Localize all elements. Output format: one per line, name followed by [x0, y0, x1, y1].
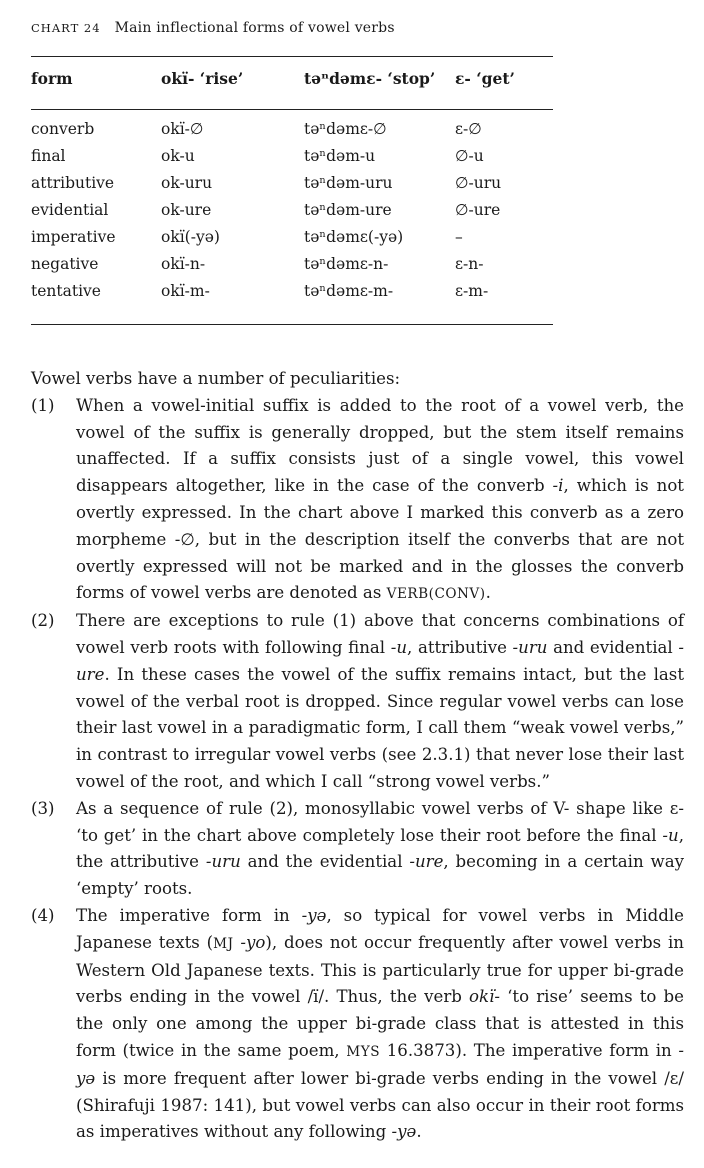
list-item-number: (4) — [31, 905, 55, 925]
table-row — [31, 147, 551, 174]
suffix-italic: -i — [552, 476, 564, 496]
suffix-italic: -yo — [240, 932, 266, 952]
text-run: is more frequent after lower bi-grade verbs ending in the vowel /ɛ/ (Shirafuji 1987: 141), but vowel verbs can also occur in their root forms as imperatives without any following — [76, 1068, 684, 1142]
list-item — [31, 796, 684, 903]
text-run: , which is not overtly expressed. In the chart above I marked this converb as a zero morpheme -∅, but in the description itself the converbs that are not overtly expressed will not be marked and in the glosses the converb forms of vowel verbs are denoted as — [76, 476, 684, 603]
cell-oki: ok-uru — [161, 174, 213, 192]
intro-paragraph: Vowel verbs have a number of peculiarities: — [31, 369, 401, 388]
cell-e: ɛ-∅ — [455, 120, 482, 138]
cell-form: negative — [31, 255, 99, 273]
suffix-italic: -uru — [512, 637, 548, 657]
text-run: When a vowel-initial suffix is added to the root of a vowel verb, the vowel of the suffix is generally dropped, but the stem itself remains unaffected. If a suffix consists just of a single vowel, this vowel disappears altogether, like in the case of the converb — [76, 395, 684, 496]
table-row — [31, 120, 551, 147]
cell-oki: ok-u — [161, 147, 195, 165]
cell-e: – — [455, 228, 463, 246]
inflection-table — [31, 69, 551, 309]
cell-oki: okï-m- — [161, 282, 210, 300]
list-item-text — [76, 903, 684, 1146]
text-run: There are exceptions to rule (1) above that concerns combinations of vowel verb roots with following final — [76, 611, 684, 657]
text-run: and the evidential — [240, 852, 410, 872]
table-top-rule — [31, 56, 553, 57]
cell-form: imperative — [31, 228, 116, 246]
table-row — [31, 201, 551, 228]
suffix-italic: -yə — [391, 1122, 417, 1142]
chart-caption — [31, 20, 395, 36]
cell-tondome: təⁿdəmɛ-m- — [304, 282, 394, 300]
cell-tondome: təⁿdəm-uru — [304, 174, 393, 192]
cell-e: ɛ-m- — [455, 282, 489, 300]
header-tondome: təⁿdəmɛ- ‘stop’ — [304, 69, 436, 88]
list-item-text — [76, 796, 684, 903]
suffix-italic: -u — [390, 637, 408, 657]
list-item-number: (2) — [31, 611, 55, 631]
text-run: ), does not occur frequently after vowel verbs in Western Old Japanese texts. This is particularly true for upper bi-grade verbs ending in the vowel /ï/. Thus, the verb — [76, 932, 684, 1007]
text-run: , the attributive — [76, 825, 684, 872]
list-item — [31, 608, 684, 796]
text-run: The imperative form in — [76, 905, 302, 925]
list-item-text — [76, 608, 684, 796]
cell-form: converb — [31, 120, 95, 138]
chart-title: Main inflectional forms of vowel verbs — [114, 20, 395, 36]
body-text — [31, 366, 684, 1146]
text-run: . — [416, 1122, 422, 1142]
text-run: , so typical for vowel verbs in Middle Japanese texts ( — [76, 905, 685, 952]
gloss-smallcaps: VERB(CONV) — [386, 586, 486, 603]
cell-form: final — [31, 147, 66, 165]
text-run: , becoming in a certain way ‘empty’ roots. — [76, 852, 684, 899]
table-header-row — [31, 69, 551, 97]
list-item-number: (3) — [31, 798, 55, 818]
header-form: form — [31, 69, 73, 88]
cell-e: ∅-u — [455, 147, 484, 165]
header-e: ɛ- ‘get’ — [455, 69, 515, 88]
text-run: , attributive — [407, 637, 513, 657]
list-item-number: (1) — [31, 395, 55, 415]
cell-form: attributive — [31, 174, 115, 192]
cell-tondome: təⁿdəmɛ-n- — [304, 255, 389, 273]
cell-oki: okï-n- — [161, 255, 206, 273]
cell-e: ∅-ure — [455, 201, 501, 219]
suffix-italic: -u — [662, 825, 679, 845]
cell-tondome: təⁿdəm-ure — [304, 201, 392, 219]
list-item — [31, 903, 684, 1146]
text-run: . — [485, 583, 491, 603]
abbrev-smallcaps: MYS — [346, 1043, 381, 1060]
cell-tondome: təⁿdəmɛ-∅ — [304, 120, 387, 138]
cell-oki: okï(-yə) — [161, 228, 220, 246]
list-item — [31, 393, 684, 608]
text-run: . In these cases the vowel of the suffix remains intact, but the last vowel of the verbal root is dropped. Since regular vowel verbs can lose their last vowel in a paradigmatic form, I call them “weak vowel verbs,” in contrast to irregular vowel verbs (see 2.3.1) that never lose their last vowel of the root, and which I call “strong vowel verbs.” — [76, 664, 684, 791]
verb-italic: okï- — [469, 987, 501, 1007]
cell-e: ∅-uru — [455, 174, 502, 192]
table-row — [31, 255, 551, 282]
suffix-italic: -ure — [409, 852, 444, 872]
suffix-italic: -yə — [301, 905, 327, 925]
table-row — [31, 174, 551, 201]
list-item-text — [76, 393, 684, 608]
table-row — [31, 282, 551, 309]
text-run: 16.3873). The imperative form in — [380, 1040, 679, 1060]
table-bottom-rule — [31, 324, 553, 325]
cell-tondome: təⁿdəm-u — [304, 147, 376, 165]
cell-oki: ok-ure — [161, 201, 212, 219]
text-run: and evidential — [547, 637, 679, 657]
table-spacer — [31, 97, 551, 120]
text-run: ‘to rise’ seems to be the only one among the upper bi-grade class that is attested in this form (twice in the same poem, — [76, 987, 684, 1060]
abbrev-smallcaps: MJ — [213, 935, 234, 952]
suffix-italic: -uru — [205, 852, 241, 872]
cell-form: evidential — [31, 201, 109, 219]
chart-label: CHART 24 — [31, 21, 101, 35]
header-oki: okï- ‘rise’ — [161, 69, 244, 88]
cell-form: tentative — [31, 282, 101, 300]
cell-oki: okï-∅ — [161, 120, 204, 138]
suffix-italic: -ure — [76, 637, 684, 684]
cell-e: ɛ-n- — [455, 255, 484, 273]
suffix-italic: -yə — [76, 1040, 684, 1088]
cell-tondome: təⁿdəmɛ(-yə) — [304, 228, 404, 246]
table-row — [31, 228, 551, 255]
text-run: As a sequence of rule (2), monosyllabic vowel verbs of V- shape like ɛ- ‘to get’ in the chart above completely lose their root before the final — [76, 798, 684, 845]
